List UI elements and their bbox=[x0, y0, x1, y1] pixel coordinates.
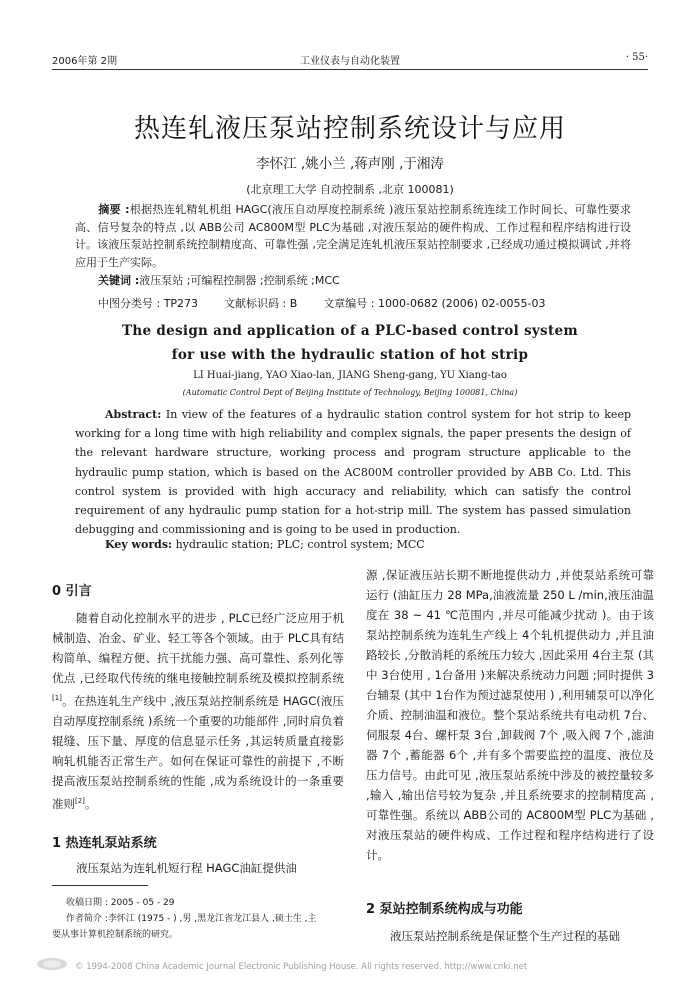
english-affiliation: (Automatic Control Dept of Beijing Institute of Technology, Beijing 100081, China) bbox=[182, 388, 518, 397]
received-date: 收稿日期 : 2005 - 05 - 29 bbox=[66, 898, 175, 908]
section-0-paragraph bbox=[52, 608, 344, 814]
right-column-paragraph: 源 ,保证液压站长期不断地提供动力 ,并使泵站系统可靠运行 (油缸压力 28 MPa,油液流量 250 L /min,液压油温度在 38 ~ 41 ℃范围内 ,并尽可能减少扰动 )。由于该泵站控制系统为连轧生产线上 4个轧机提供动力 ,并且油路较长 ,分散消耗的系统压力较大 ,因此采用 4台主泵 (其中 3台使用 , 1台备用 )来解决系统动力问题 ;同时提供 3台辅泵 (其中 1台作为预过滤泵使用 ) ,利用辅泵可以净化介质、控制油温和液位。整个泵站系统共有电动机 7台、伺服泵 4台、螺杆泵 3台 ,卸载阀 7个 ,吸入阀 7个 ,滤油器 7个 ,蓄能器 6个 ,并有多个需要监控的温度、液位及压力信号。由此可见 ,液压泵站系统中涉及的被控量较多 ,输入 ,输出信号较为复杂 ,并且系统要求的控制精度高 ,可靠性强。系统以 ABB公司的 AC800M型 PLC为基础 ,对液压泵站的硬件构成、工作过程和程序结构进行了设计。 bbox=[366, 568, 654, 862]
abstract-en-paragraph bbox=[75, 405, 631, 539]
keywords-en-text: hydraulic station; PLC; control system; MCC bbox=[172, 538, 425, 551]
footnote-divider bbox=[52, 885, 148, 886]
footnote bbox=[52, 895, 352, 943]
running-header bbox=[52, 52, 648, 68]
keywords-cn-label: 关键词 : bbox=[98, 274, 140, 287]
page-number: · 55· bbox=[625, 52, 648, 63]
copyright-footer: © 1994-2008 China Academic Journal Electronic Publishing House. All rights reserved. http://www.cnki.net bbox=[75, 962, 528, 972]
section-1-paragraph: 液压泵站为连轧机短行程 HAGC油缸提供油 bbox=[76, 861, 297, 875]
paper-title: 热连轧液压泵站控制系统设计与应用 bbox=[133, 114, 566, 144]
english-title-line-1: The design and application of a PLC-based control system bbox=[122, 323, 578, 339]
document-code: 文献标识码 : B bbox=[224, 297, 298, 310]
reference-1[interactable]: [1] bbox=[52, 694, 62, 702]
section-1-heading: 1 热连轧泵站系统 bbox=[52, 836, 157, 851]
section-0-text-b: 。在热连轧生产线中 ,液压泵站控制系统是 HAGC(液压自动厚度控制系统 )系统一个重要的功能部件 ,同时肩负着辊缝、压下量、厚度的信息显示任务 ,其运转质量直接影响轧机能否正常生产。如何在保证可靠性的前提下 ,不断提高液压泵站控制系统的性能 ,成为系统设计的一条重要准则 bbox=[52, 693, 344, 811]
section-0-text-end: 。 bbox=[84, 796, 97, 811]
classification-line bbox=[98, 295, 638, 311]
journal-issue: 2006年第 2期 bbox=[52, 56, 117, 67]
abstract-en-text: In view of the features of a hydraulic station control system for hot strip to keep working for a long time with high reliability and complex signals, the paper presents the design of the relevant hardware structure, working process and program structure applicable to the hydraulic pump station, which is based on the AC800M controller provided by ABB Co. Ltd. This control system is provided with high accuracy and reliability, which can satisfy the control requirement of any hydraulic pump station for a hot-strip mill. The system has passed simulation debugging and commissioning and is going to be used in production. bbox=[75, 408, 631, 537]
keywords-en bbox=[105, 538, 425, 551]
author-list: 李怀江 ,姚小兰 ,蒋声刚 ,于湘涛 bbox=[256, 156, 444, 172]
author-bio-cont: 要从事计算机控制系统的研究。 bbox=[52, 930, 179, 940]
keywords-cn-text: 液压泵站 ;可编程控制器 ;控制系统 ;MCC bbox=[139, 274, 340, 287]
english-authors: LI Huai-jiang, YAO Xiao-lan, JIANG Sheng-gang, YU Xiang-tao bbox=[193, 370, 507, 381]
article-number: 文章编号 : 1000-0682 (2006) 02-0055-03 bbox=[323, 297, 546, 310]
abstract-en bbox=[75, 405, 631, 539]
section-0-heading: 0 引言 bbox=[52, 584, 92, 599]
section-2-paragraph: 液压泵站控制系统是保证整个生产过程的基础 bbox=[390, 929, 620, 943]
section-0-text-a: 随着自动化控制水平的进步 , PLC已经广泛应用于机械制造、冶金、矿业、轻工等各个领域。由于 PLC具有结构简单、编程方便、抗干扰能力强、高可靠性、系列化等优点 ,已经取代传统的继电接触控制系统及模拟控制系统 bbox=[52, 611, 344, 685]
abstract-cn-text: 根据热连轧精轧机组 HAGC(液压自动厚度控制系统 )液压泵站控制系统连续工作时间长、可靠性要求高、信号复杂的特点 ,以 ABB公司 AC800M型 PLC为基础 ,对液压泵站的硬件构成、工作过程和程序结构进行设计。该液压泵站控制系统控制精度高、可靠性强 ,完全满足连轧机液压泵站控制要求 ,已经成功通过模拟调试 ,并将应用于生产实际。 bbox=[75, 203, 631, 269]
section-2-heading: 2 泵站控制系统构成与功能 bbox=[366, 902, 523, 917]
header-divider bbox=[52, 69, 648, 70]
keywords-en-label: Key words: bbox=[105, 538, 173, 551]
abstract-cn-label: 摘要 : bbox=[98, 203, 130, 216]
keywords-cn bbox=[98, 272, 340, 288]
abstract-cn bbox=[75, 201, 631, 271]
clc-number: 中图分类号 : TP273 bbox=[98, 297, 199, 310]
journal-name: 工业仪表与自动化装置 bbox=[300, 56, 400, 67]
english-title-line-2: for use with the hydraulic station of hot strip bbox=[171, 347, 529, 363]
author-bio: 作者简介 :李怀江 (1975 - ) ,男 ,黑龙江省龙江县人 ,硕士生 ,主 bbox=[66, 914, 317, 924]
publisher-logo-icon bbox=[36, 957, 68, 971]
affiliation: (北京理工大学 自动控制系 ,北京 100081) bbox=[246, 183, 454, 196]
reference-2[interactable]: [2] bbox=[75, 796, 85, 805]
abstract-en-label: Abstract: bbox=[105, 408, 162, 421]
